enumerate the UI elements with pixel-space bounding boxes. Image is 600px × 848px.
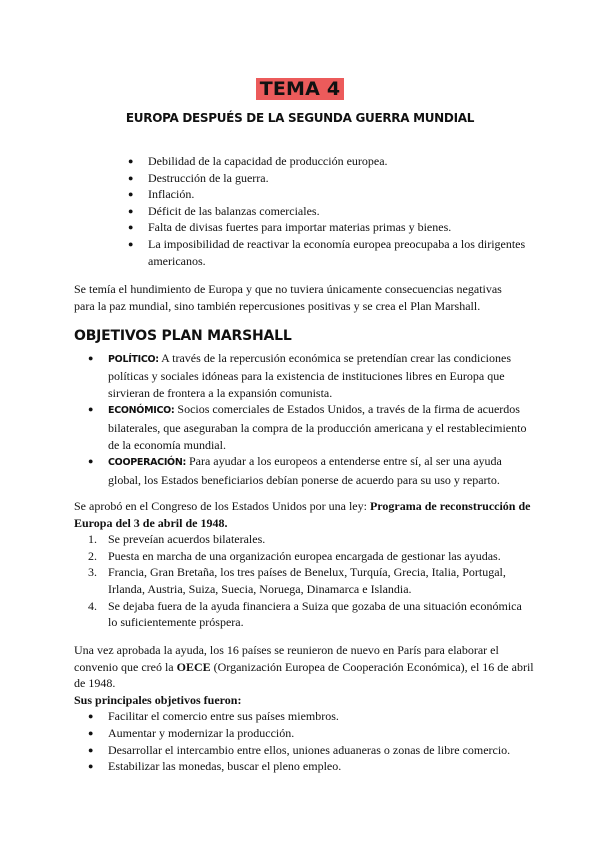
intro-section [74,281,514,314]
program-points [74,531,534,631]
objective-key: ECONÓMICO: [108,405,175,417]
item-number: 2. [88,548,97,563]
list-item: ● Estabilizar las monedas, buscar el pleno empleo. [88,758,528,775]
list-item: ● Facilitar el comercio entre sus países miembros. [88,708,528,725]
oece-goals-heading [74,692,534,709]
oece-lead: Una vez aprobada la ayuda, los 16 países se reunieron de nuevo en París para elaborar el convenio que creó la [74,643,499,674]
program-paragraph [74,498,534,531]
objective-key: COOPERACIÓN: [108,457,186,469]
list-item: ● Falta de divisas fuertes para importar materias primas y bienes. [128,219,548,236]
objective-text: Para ayudar a los europeos a entenderse entre sí, al ser una ayuda global, los Estados beneficiarios debían ponerse de acuerdo para su uso y reparto. [108,454,502,487]
page-title: TEMA 4 [256,78,345,100]
list-item: ● Destrucción de la guerra. [128,170,548,187]
list-item: ● La imposibilidad de reactivar la economía europea preocupaba a los dirigentes americanos. [128,236,548,269]
item-number: 4. [88,598,97,613]
list-item [74,598,534,631]
objectives-heading: OBJETIVOS PLAN MARSHALL [74,328,292,344]
list-item: ● Déficit de las balanzas comerciales. [128,203,548,220]
objective-item [88,401,528,453]
goals-heading-text: Sus principales objetivos fueron: [74,692,242,707]
oece-section [74,642,534,775]
intro-paragraph: Se temía el hundimiento de Europa y que no tuviera únicamente consecuencias negativas para la paz mundial, sino también repercusiones positivas y se crea el Plan Marshall. [74,282,502,313]
item-number: 1. [88,532,97,547]
program-lead: Se aprobó en el Congreso de los Estados Unidos por una ley: [74,499,367,513]
program-name: Programa de reconstrucción de Europa del 3 de abril de 1948. [74,499,531,530]
objective-text: A través de la repercusión económica se pretendían crear las condiciones políticas y sociales idóneas para la existencia de instituciones libres en Europa que sirvieran de frontera a la expansión comunista. [108,350,511,400]
oece-rest: (Organización Europea de Cooperación Económica), el 16 de abril de 1948. [74,659,534,691]
list-item: ● Debilidad de la capacidad de producción europea. [128,153,548,170]
item-text: Francia, Gran Bretaña, los tres países de Benelux, Turquía, Grecia, Italia, Portugal, Irlanda, Austria, Suiza, Suecia, Noruega, Dinamarca e Islandia. [108,565,506,596]
oece-paragraph [74,642,534,692]
title-area [0,78,600,100]
objectives-section [74,328,534,488]
item-text: Se dejaba fuera de la ayuda financiera a Suiza que gozaba de una situación económica lo suficientemente próspera. [108,598,522,630]
page-subtitle: EUROPA DESPUÉS DE LA SEGUNDA GUERRA MUNDIAL [125,111,475,125]
list-item: ● Inflación. [128,186,548,203]
oece-goals-list [88,708,528,774]
list-item [74,531,534,548]
objective-item [88,453,528,488]
item-number: 3. [88,565,97,580]
oece-acronym: OECE [176,659,211,674]
objective-key: POLÍTICO: [108,353,159,365]
list-item: ● Aumentar y modernizar la producción. [88,725,528,742]
list-item: ● Desarrollar el intercambio entre ellos, uniones aduaneras o zonas de libre comercio. [88,742,528,759]
objective-text: Socios comerciales de Estados Unidos, a través de la firma de acuerdos bilaterales, que aseguraban la compra de la producción americana y el restablecimiento de la economía mundial. [108,402,527,452]
causes-section [74,153,534,269]
item-text: Puesta en marcha de una organización europea encargada de gestionar las ayudas. [108,548,501,563]
list-item [74,564,534,597]
item-text: Se preveían acuerdos bilaterales. [108,532,266,547]
program-section [74,498,534,631]
objective-item [88,350,528,402]
objectives-list [88,350,528,489]
causes-list [128,153,548,269]
list-item [74,548,534,565]
